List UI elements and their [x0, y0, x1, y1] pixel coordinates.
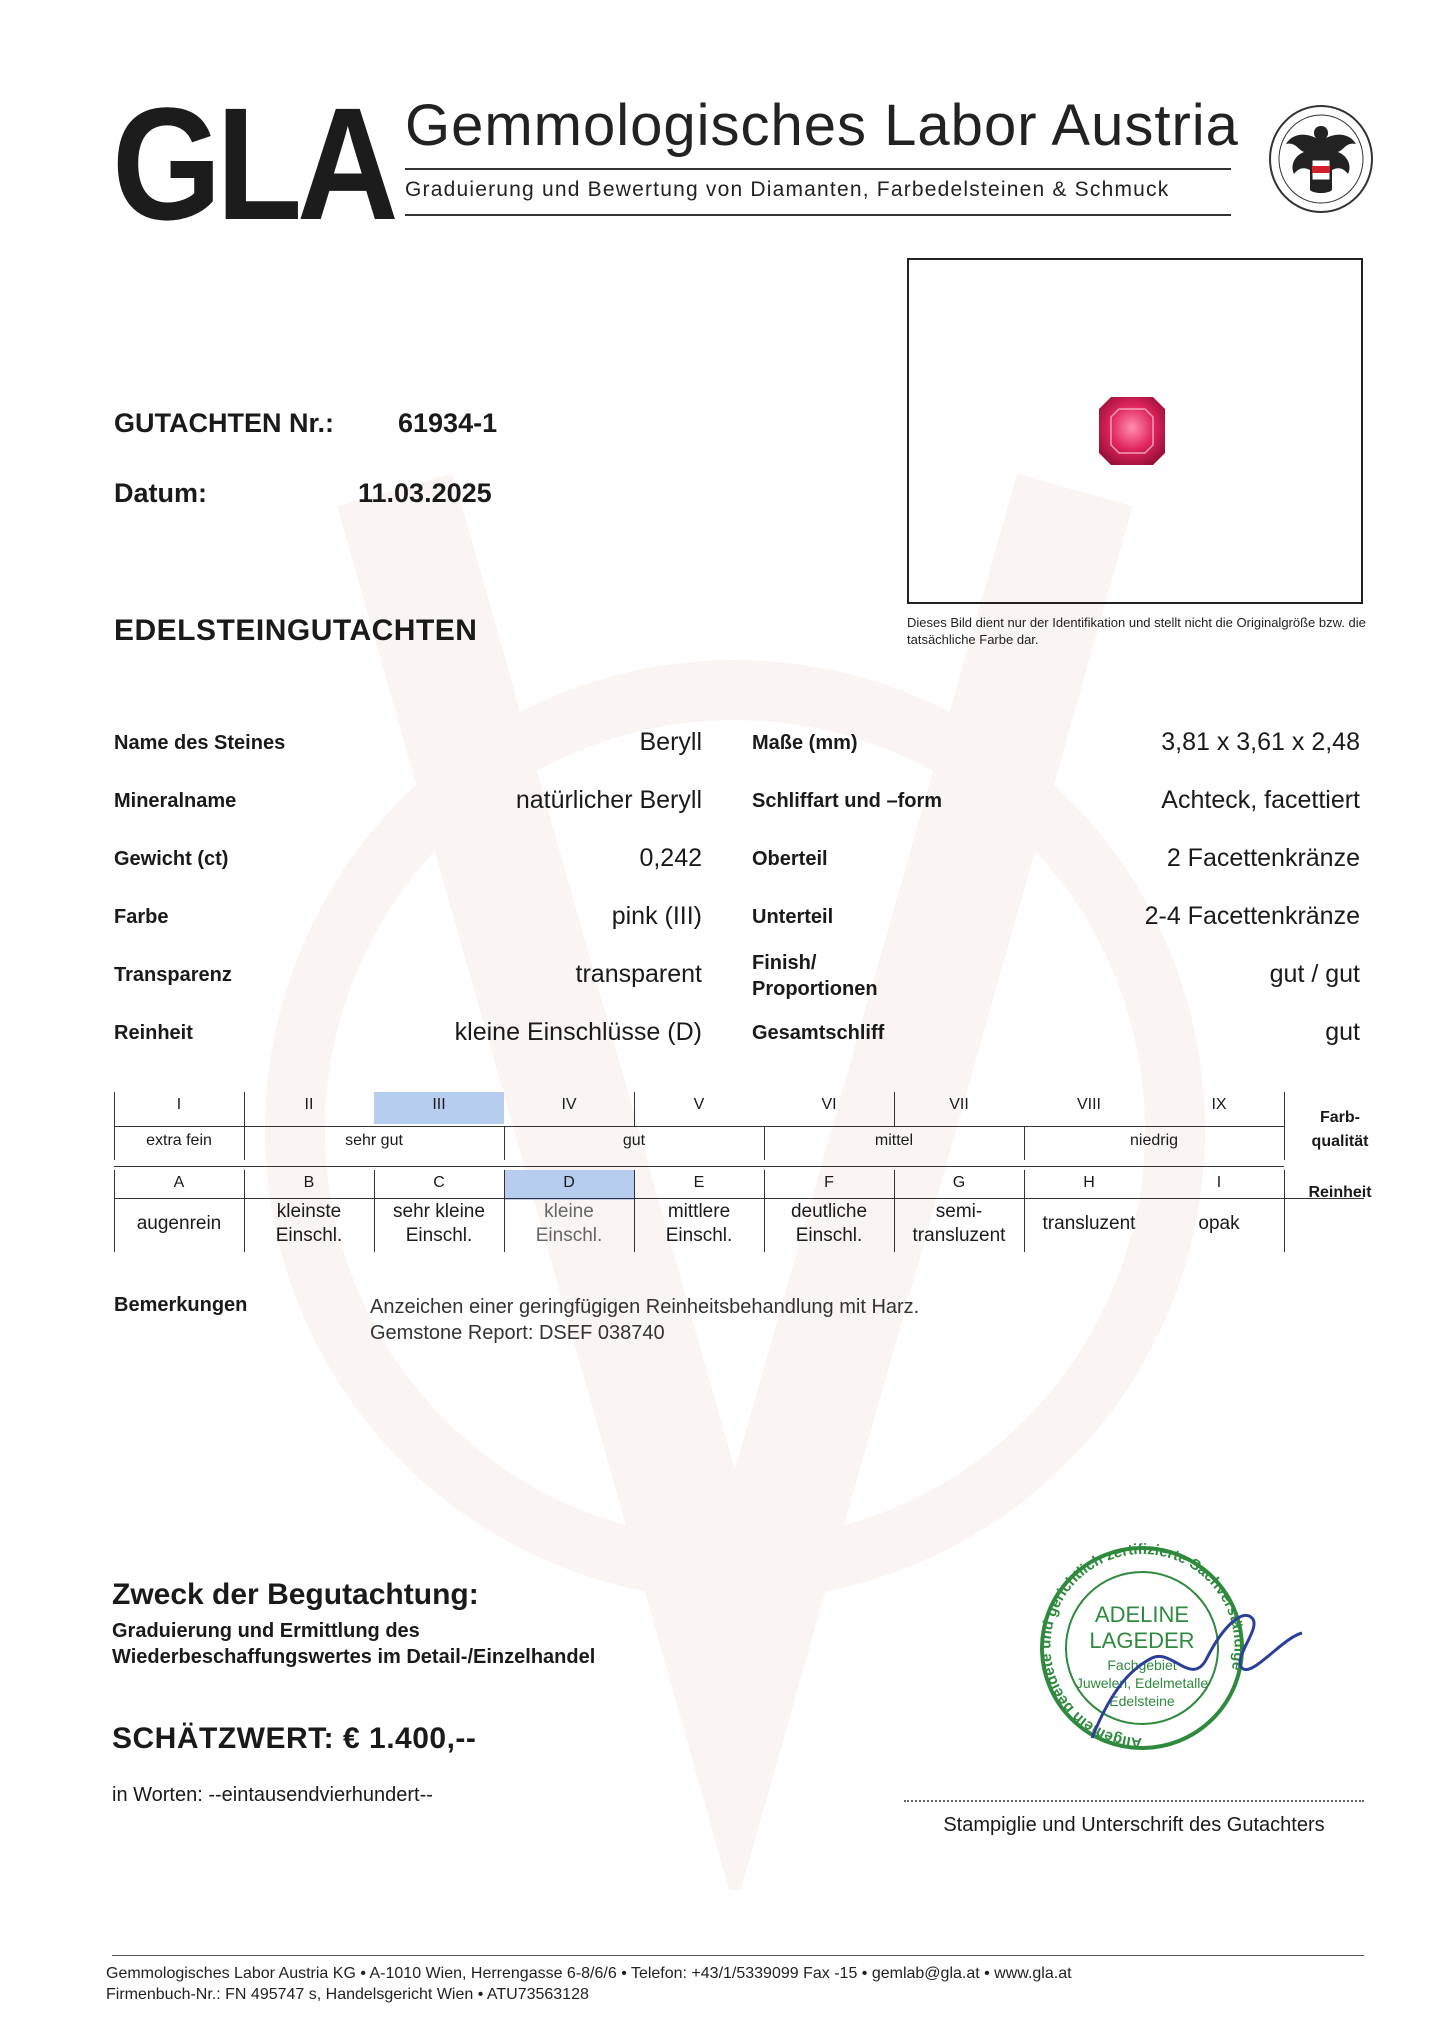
prop-value-finish: gut / gut — [1269, 960, 1360, 988]
color-quality-label-1: Farb- — [1320, 1109, 1360, 1126]
prop-label-proportions: Proportionen — [752, 978, 878, 1000]
stamp-line-3: Edelsteine — [1109, 1693, 1175, 1709]
clarity-desc — [504, 1200, 634, 1248]
color-grade: V — [693, 1096, 705, 1113]
prop-value-crown: 2 Facettenkränze — [1166, 844, 1360, 872]
document-title: EDELSTEINGUTACHTEN — [114, 614, 478, 647]
remarks-text — [370, 1294, 919, 1346]
clarity-grade: C — [433, 1174, 445, 1191]
footer-divider — [112, 1955, 1364, 1956]
stamp-line-1: Fachgebiet — [1107, 1657, 1177, 1673]
clarity-desc-line: Einschl. — [535, 1225, 603, 1246]
clarity-grade: E — [693, 1174, 705, 1191]
clarity-desc-line: semi- — [935, 1201, 983, 1222]
color-group-sehr-gut: sehr gut — [345, 1132, 403, 1149]
remarks-line: Anzeichen einer geringfügigen Reinheitsbehandlung mit Harz. — [370, 1296, 920, 1318]
clarity-desc — [374, 1200, 504, 1248]
valuation — [112, 1722, 476, 1756]
clarity-grade: A — [173, 1174, 185, 1191]
color-quality-label — [1290, 1106, 1390, 1154]
purpose-heading: Zweck der Begutachtung: — [112, 1578, 479, 1611]
clarity-desc-line: Einschl. — [795, 1225, 863, 1246]
lab-subtitle: Graduierung und Bewertung von Diamanten, Farbedelsteinen & Schmuck — [405, 178, 1170, 201]
clarity-desc-line: transluzent — [912, 1225, 1006, 1246]
purpose-line: Wiederbeschaffungswertes im Detail-/Einzelhandel — [112, 1646, 596, 1668]
prop-label-dimensions: Maße (mm) — [752, 732, 858, 754]
clarity-desc-line: kleine — [544, 1201, 594, 1222]
clarity-desc-line: mittlere — [667, 1201, 731, 1222]
gla-logo: GLA — [112, 74, 394, 253]
color-grade: I — [176, 1096, 182, 1113]
color-group-niedrig: niedrig — [1129, 1132, 1179, 1149]
clarity-desc: augenrein — [136, 1213, 222, 1234]
report-date-label: Datum: — [114, 478, 207, 508]
clarity-grade-row — [114, 1174, 1284, 1192]
clarity-desc: opak — [1198, 1213, 1240, 1234]
color-group-extra-fein: extra fein — [146, 1132, 212, 1149]
color-grade-row — [114, 1096, 1284, 1114]
prop-value-name: Beryll — [639, 728, 702, 756]
prop-value-clarity: kleine Einschlüsse (D) — [454, 1018, 702, 1046]
color-grade: III — [432, 1096, 446, 1113]
clarity-description-row — [114, 1200, 1284, 1248]
prop-label-overall-cut: Gesamtschliff — [752, 1022, 885, 1044]
clarity-desc — [634, 1200, 764, 1248]
prop-value-cut: Achteck, facettiert — [1161, 786, 1360, 814]
report-number-value: 61934-1 — [398, 408, 498, 438]
clarity-grade: I — [1216, 1174, 1222, 1191]
clarity-desc-line: Einschl. — [405, 1225, 473, 1246]
color-grade: VIII — [1076, 1096, 1101, 1113]
stamp-line-2: Juwelen, Edelmetalle — [1075, 1675, 1209, 1691]
clarity-desc-line: sehr kleine — [393, 1201, 485, 1222]
clarity-desc-line: Einschl. — [665, 1225, 733, 1246]
expert-stamp — [1022, 1538, 1322, 1778]
color-grade: VII — [949, 1096, 969, 1113]
gemstone-image — [1097, 395, 1167, 467]
valuation-amount: € 1.400,-- — [342, 1722, 477, 1755]
clarity-grade: D — [563, 1174, 575, 1191]
lab-name: Gemmologisches Labor Austria — [405, 93, 1239, 158]
footer-line: Firmenbuch-Nr.: FN 495747 s, Handelsgericht Wien • ATU73563128 — [106, 1986, 589, 2003]
clarity-desc — [764, 1200, 894, 1248]
footer-line: Gemmologisches Labor Austria KG • A-1010 Wien, Herrengasse 6-8/6/6 • Telefon: +43/1/5339099 Fax -15 • gemlab@gla.at • www.gla.at — [106, 1965, 1072, 1982]
prop-value-overall-cut: gut — [1325, 1018, 1360, 1046]
stamp-name-1: ADELINE — [1094, 1602, 1190, 1627]
header-divider — [405, 168, 1231, 170]
photo-disclaimer: Dieses Bild dient nur der Identifikation und stellt nicht die Originalgröße bzw. die tatsächliche Farbe dar. — [907, 615, 1366, 647]
prop-label-clarity: Reinheit — [114, 1022, 193, 1044]
color-group-gut: gut — [622, 1132, 646, 1149]
signature-line — [904, 1800, 1364, 1802]
prop-label-crown: Oberteil — [752, 848, 828, 870]
report-date-value: 11.03.2025 — [358, 478, 492, 508]
prop-value-color: pink (III) — [611, 902, 702, 930]
clarity-desc-line: kleinste — [276, 1201, 342, 1222]
clarity-desc: transluzent — [1042, 1213, 1136, 1234]
prop-value-mineral: natürlicher Beryll — [515, 786, 702, 814]
stamp-name-2: LAGEDER — [1089, 1628, 1195, 1653]
valuation-label: SCHÄTZWERT: — [112, 1722, 335, 1755]
prop-value-pavilion: 2-4 Facettenkränze — [1144, 902, 1360, 930]
color-grade: II — [304, 1096, 314, 1113]
report-number-label: GUTACHTEN Nr.: — [114, 408, 334, 438]
prop-label-transparency: Transparenz — [114, 964, 232, 986]
clarity-grade: H — [1083, 1174, 1095, 1191]
clarity-grade: B — [303, 1174, 315, 1191]
prop-label-finish: Finish/ — [752, 952, 817, 974]
color-grade: IX — [1211, 1096, 1227, 1113]
color-group-mittel: mittel — [874, 1132, 914, 1149]
footer — [106, 1963, 1072, 2005]
stamp-ring-text: Allgemein beeidete und gerichtlich zertifizierte Sachverständige — [1037, 1540, 1248, 1752]
header-divider-bottom — [405, 214, 1231, 216]
prop-value-weight: 0,242 — [639, 844, 702, 872]
clarity-desc — [244, 1200, 374, 1248]
prop-value-transparency: transparent — [575, 960, 702, 988]
color-quality-label-2: qualität — [1311, 1133, 1369, 1150]
remarks-label: Bemerkungen — [114, 1294, 248, 1316]
prop-label-name: Name des Steines — [114, 732, 286, 754]
clarity-grade: F — [824, 1174, 834, 1191]
prop-label-pavilion: Unterteil — [752, 906, 834, 928]
prop-label-mineral: Mineralname — [114, 790, 237, 812]
clarity-label: Reinheit — [1308, 1184, 1372, 1201]
clarity-desc — [894, 1200, 1024, 1248]
color-grade: VI — [821, 1096, 837, 1113]
clarity-desc-line: Einschl. — [275, 1225, 343, 1246]
prop-label-weight: Gewicht (ct) — [114, 848, 229, 870]
austrian-eagle-seal-icon — [1268, 104, 1374, 214]
purpose-text — [112, 1618, 595, 1670]
prop-label-cut: Schliffart und –form — [752, 790, 943, 812]
prop-value-dimensions: 3,81 x 3,61 x 2,48 — [1161, 728, 1360, 756]
valuation-words: in Worten: --eintausendvierhundert-- — [112, 1784, 433, 1806]
clarity-desc-line: deutliche — [790, 1201, 868, 1222]
signature-caption: Stampiglie und Unterschrift des Gutachters — [943, 1814, 1325, 1836]
remarks-line: Gemstone Report: DSEF 038740 — [370, 1322, 665, 1344]
prop-label-color: Farbe — [114, 906, 169, 928]
clarity-grade: G — [952, 1174, 966, 1191]
color-grade: IV — [561, 1096, 577, 1113]
purpose-line: Graduierung und Ermittlung des — [112, 1620, 420, 1642]
